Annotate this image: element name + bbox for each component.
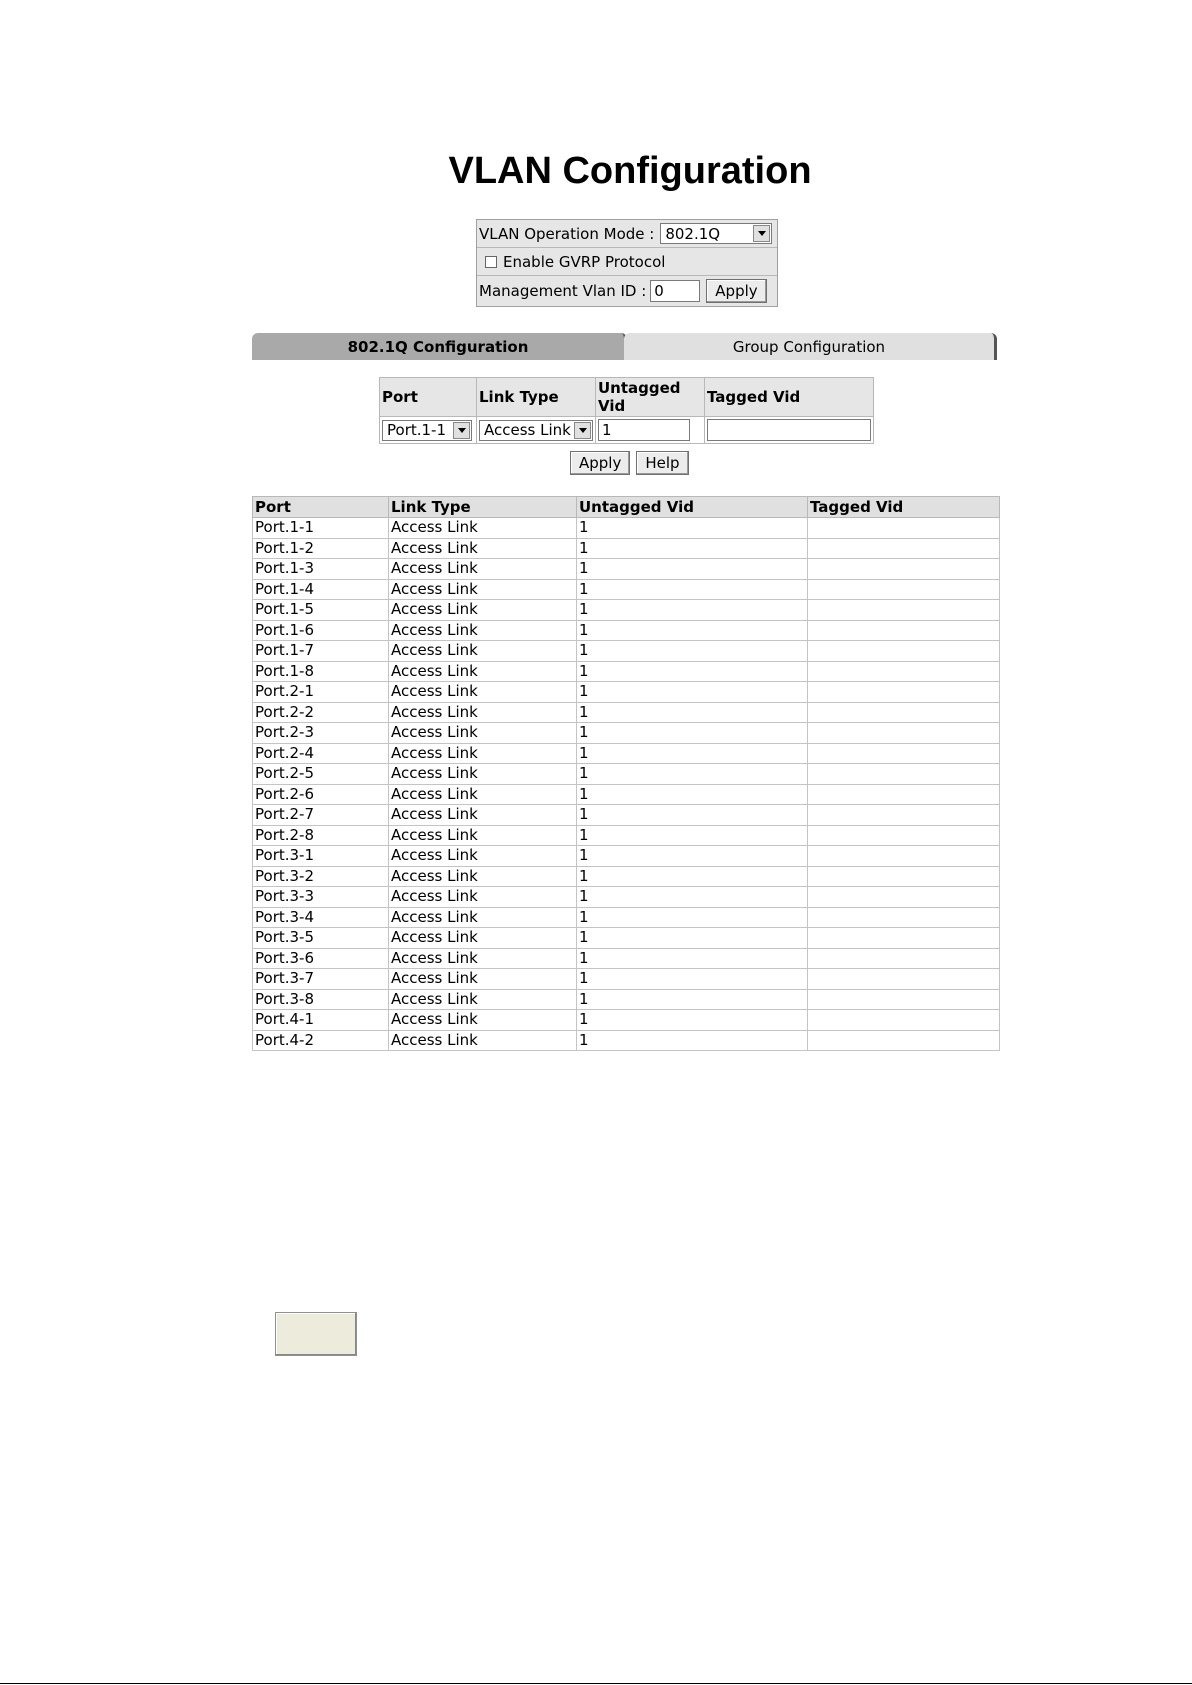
- table-row: [253, 620, 1000, 641]
- cell-port: Port.3-5: [253, 928, 389, 949]
- operation-mode-row: [477, 220, 777, 248]
- cell-tagged-vid: [808, 518, 1000, 539]
- table-row: [253, 784, 1000, 805]
- cell-link-type: Access Link: [389, 723, 577, 744]
- cell-port: Port.2-6: [253, 784, 389, 805]
- gvrp-row: [477, 248, 777, 276]
- vlan-port-table: [252, 496, 1000, 1051]
- cell-link-type: Access Link: [389, 641, 577, 662]
- table-row: [253, 1010, 1000, 1031]
- cell-untagged-vid: 1: [577, 682, 808, 703]
- edit-header-link-type: Link Type: [477, 378, 596, 417]
- cell-port: Port.3-4: [253, 907, 389, 928]
- cell-tagged-vid: [808, 907, 1000, 928]
- cell-tagged-vid: [808, 620, 1000, 641]
- cell-port: Port.3-8: [253, 989, 389, 1010]
- cell-tagged-vid: [808, 661, 1000, 682]
- operation-mode-label: VLAN Operation Mode :: [479, 224, 655, 243]
- cell-untagged-vid: 1: [577, 846, 808, 867]
- operation-mode-select[interactable]: [660, 223, 772, 244]
- untagged-vid-input[interactable]: 1: [598, 419, 690, 441]
- cell-tagged-vid: [808, 641, 1000, 662]
- table-row: [253, 682, 1000, 703]
- cell-untagged-vid: 1: [577, 1030, 808, 1051]
- cell-untagged-vid: 1: [577, 887, 808, 908]
- list-body: [253, 518, 1000, 1051]
- cell-untagged-vid: 1: [577, 518, 808, 539]
- cell-link-type: Access Link: [389, 538, 577, 559]
- cell-untagged-vid: 1: [577, 764, 808, 785]
- cell-untagged-vid: 1: [577, 538, 808, 559]
- table-row: [253, 661, 1000, 682]
- cell-port: Port.1-5: [253, 600, 389, 621]
- table-row: [253, 559, 1000, 580]
- edit-untagged-vid-cell: [596, 417, 705, 444]
- footer-divider: [0, 1683, 1192, 1684]
- cell-untagged-vid: 1: [577, 969, 808, 990]
- cell-untagged-vid: 1: [577, 948, 808, 969]
- cell-tagged-vid: [808, 682, 1000, 703]
- cell-link-type: Access Link: [389, 1030, 577, 1051]
- edit-port-cell: [380, 417, 477, 444]
- cell-link-type: Access Link: [389, 702, 577, 723]
- cell-link-type: Access Link: [389, 866, 577, 887]
- chevron-down-icon[interactable]: [753, 225, 770, 242]
- cell-port: Port.1-4: [253, 579, 389, 600]
- cell-port: Port.3-3: [253, 887, 389, 908]
- cell-untagged-vid: 1: [577, 743, 808, 764]
- edit-button-bar: [570, 451, 689, 475]
- help-button[interactable]: Help: [636, 451, 688, 475]
- link-type-select[interactable]: [479, 420, 593, 441]
- table-row: [253, 538, 1000, 559]
- port-select[interactable]: [382, 420, 472, 441]
- edit-tagged-vid-cell: [705, 417, 874, 444]
- cell-link-type: Access Link: [389, 989, 577, 1010]
- cell-link-type: Access Link: [389, 928, 577, 949]
- link-type-select-value: Access Link: [484, 421, 571, 439]
- cell-tagged-vid: [808, 559, 1000, 580]
- cell-tagged-vid: [808, 538, 1000, 559]
- edit-header-tagged-vid: Tagged Vid: [705, 378, 874, 417]
- cell-link-type: Access Link: [389, 743, 577, 764]
- apply-button[interactable]: Apply: [570, 451, 630, 475]
- management-vlan-row: [477, 276, 777, 306]
- table-row: [253, 969, 1000, 990]
- cell-port: Port.1-1: [253, 518, 389, 539]
- cell-tagged-vid: [808, 969, 1000, 990]
- cell-tagged-vid: [808, 702, 1000, 723]
- cell-tagged-vid: [808, 866, 1000, 887]
- cell-untagged-vid: 1: [577, 907, 808, 928]
- cell-tagged-vid: [808, 928, 1000, 949]
- table-row: [253, 907, 1000, 928]
- edit-header-port: Port: [380, 378, 477, 417]
- cell-tagged-vid: [808, 743, 1000, 764]
- port-edit-table: [379, 377, 874, 444]
- table-row: [253, 1030, 1000, 1051]
- cell-untagged-vid: 1: [577, 989, 808, 1010]
- table-row: [253, 641, 1000, 662]
- table-row: [253, 702, 1000, 723]
- cell-link-type: Access Link: [389, 805, 577, 826]
- cell-link-type: Access Link: [389, 620, 577, 641]
- cell-tagged-vid: [808, 600, 1000, 621]
- cell-port: Port.3-6: [253, 948, 389, 969]
- list-header-untagged-vid: Untagged Vid: [577, 497, 808, 518]
- cell-link-type: Access Link: [389, 600, 577, 621]
- cell-tagged-vid: [808, 989, 1000, 1010]
- table-row: [253, 805, 1000, 826]
- cell-port: Port.2-5: [253, 764, 389, 785]
- cell-link-type: Access Link: [389, 661, 577, 682]
- table-row: [253, 846, 1000, 867]
- port-select-value: Port.1-1: [387, 421, 447, 439]
- list-header-row: [253, 497, 1000, 518]
- cell-untagged-vid: 1: [577, 825, 808, 846]
- cell-port: Port.2-4: [253, 743, 389, 764]
- table-row: [253, 928, 1000, 949]
- chevron-down-icon[interactable]: [574, 422, 591, 439]
- tab-group-configuration[interactable]: Group Configuration: [624, 333, 997, 360]
- table-row: [253, 518, 1000, 539]
- cell-link-type: Access Link: [389, 579, 577, 600]
- list-header-port: Port: [253, 497, 389, 518]
- blank-button[interactable]: [275, 1312, 357, 1356]
- cell-link-type: Access Link: [389, 784, 577, 805]
- cell-tagged-vid: [808, 846, 1000, 867]
- cell-port: Port.3-7: [253, 969, 389, 990]
- table-row: [253, 866, 1000, 887]
- cell-port: Port.1-6: [253, 620, 389, 641]
- cell-untagged-vid: 1: [577, 702, 808, 723]
- cell-link-type: Access Link: [389, 825, 577, 846]
- cell-port: Port.4-1: [253, 1010, 389, 1031]
- table-row: [253, 887, 1000, 908]
- table-row: [253, 600, 1000, 621]
- cell-link-type: Access Link: [389, 764, 577, 785]
- cell-untagged-vid: 1: [577, 600, 808, 621]
- vlan-mode-panel: [476, 219, 778, 307]
- cell-port: Port.2-8: [253, 825, 389, 846]
- list-header-tagged-vid: Tagged Vid: [808, 497, 1000, 518]
- cell-tagged-vid: [808, 825, 1000, 846]
- table-row: [253, 948, 1000, 969]
- cell-link-type: Access Link: [389, 1010, 577, 1031]
- cell-untagged-vid: 1: [577, 620, 808, 641]
- edit-input-row: [380, 417, 874, 444]
- cell-untagged-vid: 1: [577, 661, 808, 682]
- management-vlan-input[interactable]: 0: [650, 280, 700, 302]
- cell-untagged-vid: 1: [577, 723, 808, 744]
- cell-link-type: Access Link: [389, 969, 577, 990]
- page-title: VLAN Configuration: [448, 150, 812, 192]
- operation-mode-value: 802.1Q: [665, 224, 721, 243]
- cell-port: Port.1-8: [253, 661, 389, 682]
- cell-tagged-vid: [808, 948, 1000, 969]
- cell-link-type: Access Link: [389, 887, 577, 908]
- cell-tagged-vid: [808, 579, 1000, 600]
- cell-port: Port.1-7: [253, 641, 389, 662]
- table-row: [253, 579, 1000, 600]
- cell-untagged-vid: 1: [577, 805, 808, 826]
- cell-tagged-vid: [808, 784, 1000, 805]
- gvrp-checkbox[interactable]: [485, 256, 497, 268]
- cell-link-type: Access Link: [389, 559, 577, 580]
- table-row: [253, 825, 1000, 846]
- tab-8021q-configuration[interactable]: 802.1Q Configuration: [252, 333, 627, 360]
- cell-port: Port.2-1: [253, 682, 389, 703]
- cell-untagged-vid: 1: [577, 579, 808, 600]
- cell-tagged-vid: [808, 764, 1000, 785]
- cell-port: Port.1-2: [253, 538, 389, 559]
- cell-port: Port.1-3: [253, 559, 389, 580]
- cell-untagged-vid: 1: [577, 866, 808, 887]
- cell-port: Port.3-2: [253, 866, 389, 887]
- cell-tagged-vid: [808, 723, 1000, 744]
- cell-tagged-vid: [808, 1010, 1000, 1031]
- cell-link-type: Access Link: [389, 518, 577, 539]
- cell-link-type: Access Link: [389, 682, 577, 703]
- management-vlan-label: Management Vlan ID :: [479, 282, 647, 300]
- tagged-vid-input[interactable]: [707, 419, 871, 441]
- gvrp-label: Enable GVRP Protocol: [503, 252, 666, 271]
- cell-untagged-vid: 1: [577, 784, 808, 805]
- cell-link-type: Access Link: [389, 907, 577, 928]
- edit-header-row: [380, 378, 874, 417]
- cell-untagged-vid: 1: [577, 641, 808, 662]
- cell-port: Port.3-1: [253, 846, 389, 867]
- cell-link-type: Access Link: [389, 948, 577, 969]
- cell-tagged-vid: [808, 1030, 1000, 1051]
- edit-link-type-cell: [477, 417, 596, 444]
- cell-untagged-vid: 1: [577, 559, 808, 580]
- table-row: [253, 764, 1000, 785]
- table-row: [253, 743, 1000, 764]
- cell-untagged-vid: 1: [577, 1010, 808, 1031]
- chevron-down-icon[interactable]: [453, 422, 470, 439]
- list-header-link-type: Link Type: [389, 497, 577, 518]
- cell-port: Port.2-7: [253, 805, 389, 826]
- cell-tagged-vid: [808, 805, 1000, 826]
- config-tabs: [252, 333, 997, 361]
- cell-port: Port.2-3: [253, 723, 389, 744]
- cell-link-type: Access Link: [389, 846, 577, 867]
- mode-apply-button[interactable]: Apply: [706, 279, 766, 303]
- cell-untagged-vid: 1: [577, 928, 808, 949]
- table-row: [253, 723, 1000, 744]
- cell-port: Port.4-2: [253, 1030, 389, 1051]
- table-row: [253, 989, 1000, 1010]
- cell-port: Port.2-2: [253, 702, 389, 723]
- edit-header-untagged-vid: Untagged Vid: [596, 378, 705, 417]
- cell-tagged-vid: [808, 887, 1000, 908]
